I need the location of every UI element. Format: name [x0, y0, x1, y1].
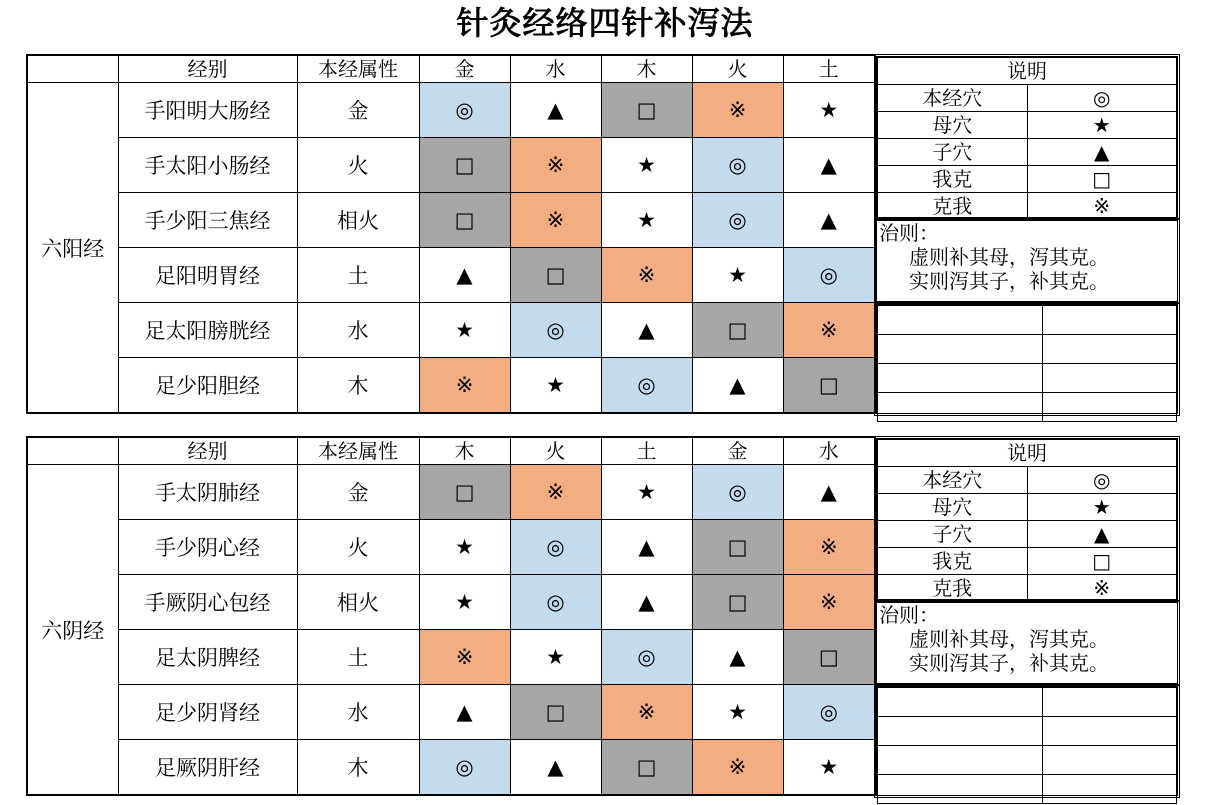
meridian-name: 手少阴心经 [118, 520, 297, 575]
table-row [27, 83, 875, 138]
meridian-attribute: 土 [297, 630, 419, 685]
column-header: 经别 [118, 437, 297, 465]
legend-row [878, 575, 1177, 602]
blank-cell [878, 306, 1043, 335]
treatment-rules-box [874, 600, 1180, 686]
table-row [27, 303, 875, 358]
legend-row [878, 85, 1177, 112]
table-row [27, 740, 875, 796]
legend-symbol: ◎ [1027, 85, 1177, 112]
blank-cell [1043, 306, 1177, 335]
group-label: 六阳经 [27, 83, 118, 414]
blank-cell [1043, 335, 1177, 364]
legend-label: 克我 [878, 193, 1028, 220]
table-row [27, 630, 875, 685]
legend-title: 说明 [878, 440, 1177, 467]
acupoint-symbol-cell: ※ [510, 138, 601, 193]
acupoint-symbol-cell: □ [419, 138, 510, 193]
page-title: 针灸经络四针补泻法 [456, 4, 754, 42]
rules-title: 治则： [879, 603, 939, 627]
acupoint-symbol-cell: ★ [419, 575, 510, 630]
acupoint-symbol-cell: ▲ [692, 630, 783, 685]
table-row [27, 520, 875, 575]
blank-grid-box [874, 684, 1180, 798]
acupoint-symbol-cell: ◎ [510, 575, 601, 630]
acupoint-symbol-cell: ◎ [783, 248, 875, 303]
acupoint-symbol-cell: □ [419, 465, 510, 520]
treatment-rules-box [874, 218, 1180, 304]
acupoint-symbol-cell: ◎ [510, 520, 601, 575]
acupoint-symbol-cell: ※ [783, 575, 875, 630]
meridian-attribute: 木 [297, 358, 419, 414]
rule-line: 实则泻其子，补其克。 [909, 269, 1109, 293]
blank-cell [878, 717, 1043, 746]
rule-line: 实则泻其子，补其克。 [909, 651, 1109, 675]
table-row [27, 575, 875, 630]
legend-symbol: ★ [1027, 494, 1177, 521]
table-row [27, 248, 875, 303]
acupoint-symbol-cell: ※ [601, 685, 692, 740]
column-header: 土 [783, 55, 875, 83]
acupoint-symbol-cell: ※ [601, 248, 692, 303]
yin-meridian-table [26, 436, 876, 796]
blank-grid-box [874, 302, 1180, 416]
legend-row [878, 548, 1177, 575]
acupoint-symbol-cell: ※ [783, 303, 875, 358]
meridian-attribute: 相火 [297, 575, 419, 630]
legend-box [874, 436, 1180, 602]
meridian-attribute: 土 [297, 248, 419, 303]
blank-cell [1043, 393, 1177, 422]
rules-title: 治则： [879, 221, 939, 245]
legend-label: 我克 [878, 166, 1028, 193]
acupoint-symbol-cell: ▲ [419, 248, 510, 303]
acupoint-symbol-cell: ▲ [783, 138, 875, 193]
blank-cell [1043, 688, 1177, 717]
blank-cell [878, 393, 1043, 422]
legend-label: 子穴 [878, 139, 1028, 166]
meridian-name: 足厥阴肝经 [118, 740, 297, 796]
acupoint-symbol-cell: ◎ [419, 83, 510, 138]
column-header: 经别 [118, 55, 297, 83]
yang-meridian-table [26, 54, 876, 414]
meridian-name: 足太阳膀胱经 [118, 303, 297, 358]
acupoint-symbol-cell: ※ [510, 465, 601, 520]
acupoint-symbol-cell: ★ [692, 248, 783, 303]
meridian-name: 足太阴脾经 [118, 630, 297, 685]
blank-cell [1043, 775, 1177, 804]
acupoint-symbol-cell: ▲ [601, 575, 692, 630]
acupoint-symbol-cell: ▲ [510, 740, 601, 796]
column-header: 木 [601, 55, 692, 83]
table-row [27, 358, 875, 414]
legend-symbol: ▲ [1027, 139, 1177, 166]
acupoint-symbol-cell: ◎ [783, 685, 875, 740]
acupoint-symbol-cell: ▲ [419, 685, 510, 740]
acupoint-symbol-cell: ※ [692, 740, 783, 796]
column-header: 本经属性 [297, 55, 419, 83]
legend-symbol: ▲ [1027, 521, 1177, 548]
legend-row [878, 494, 1177, 521]
acupoint-symbol-cell: □ [783, 630, 875, 685]
acupoint-symbol-cell: ▲ [510, 83, 601, 138]
rule-line: 虚则补其母，泻其克。 [909, 627, 1109, 651]
acupoint-symbol-cell: ※ [419, 358, 510, 414]
legend-symbol: ◎ [1027, 467, 1177, 494]
acupoint-symbol-cell: ◎ [601, 630, 692, 685]
acupoint-symbol-cell: ▲ [601, 520, 692, 575]
acupoint-symbol-cell: □ [601, 83, 692, 138]
acupoint-symbol-cell: ◎ [510, 303, 601, 358]
legend-symbol: □ [1027, 166, 1177, 193]
acupoint-symbol-cell: ★ [601, 465, 692, 520]
acupoint-symbol-cell: ★ [510, 630, 601, 685]
group-label: 六阴经 [27, 465, 118, 796]
blank-cell [878, 335, 1043, 364]
acupoint-symbol-cell: ◎ [692, 465, 783, 520]
column-header: 水 [783, 437, 875, 465]
acupoint-symbol-cell: ※ [510, 193, 601, 248]
blank-corner-cell [27, 55, 118, 83]
legend-label: 子穴 [878, 521, 1028, 548]
legend-box [874, 54, 1180, 220]
meridian-name: 手少阳三焦经 [118, 193, 297, 248]
meridian-attribute: 木 [297, 740, 419, 796]
column-header: 金 [692, 437, 783, 465]
meridian-name: 手阳明大肠经 [118, 83, 297, 138]
legend-symbol: ※ [1027, 575, 1177, 602]
legend-row [878, 467, 1177, 494]
legend-symbol: ※ [1027, 193, 1177, 220]
acupoint-symbol-cell: □ [419, 193, 510, 248]
table-row [27, 465, 875, 520]
acupoint-symbol-cell: ※ [692, 83, 783, 138]
column-header: 火 [692, 55, 783, 83]
acupoint-symbol-cell: ▲ [692, 358, 783, 414]
meridian-attribute: 相火 [297, 193, 419, 248]
column-header: 金 [419, 55, 510, 83]
acupoint-symbol-cell: ▲ [783, 465, 875, 520]
meridian-name: 足少阴肾经 [118, 685, 297, 740]
table-row [27, 138, 875, 193]
blank-cell [1043, 364, 1177, 393]
legend-label: 本经穴 [878, 467, 1028, 494]
legend-label: 我克 [878, 548, 1028, 575]
acupoint-symbol-cell: ◎ [601, 358, 692, 414]
acupoint-symbol-cell: ★ [419, 303, 510, 358]
meridian-name: 手太阳小肠经 [118, 138, 297, 193]
meridian-attribute: 金 [297, 83, 419, 138]
acupoint-symbol-cell: □ [692, 575, 783, 630]
legend-row [878, 166, 1177, 193]
meridian-attribute: 水 [297, 685, 419, 740]
acupoint-symbol-cell: ★ [783, 83, 875, 138]
legend-panel-yang [874, 54, 1180, 416]
legend-label: 克我 [878, 575, 1028, 602]
meridian-name: 足少阳胆经 [118, 358, 297, 414]
meridian-attribute: 水 [297, 303, 419, 358]
blank-corner-cell [27, 437, 118, 465]
acupoint-symbol-cell: □ [692, 520, 783, 575]
acupoint-symbol-cell: ★ [692, 685, 783, 740]
acupoint-symbol-cell: ★ [783, 740, 875, 796]
meridian-attribute: 金 [297, 465, 419, 520]
meridian-name: 手厥阴心包经 [118, 575, 297, 630]
acupoint-symbol-cell: □ [510, 248, 601, 303]
legend-symbol: ★ [1027, 112, 1177, 139]
rule-line: 虚则补其母，泻其克。 [909, 245, 1109, 269]
acupoint-symbol-cell: □ [783, 358, 875, 414]
acupoint-symbol-cell: ▲ [783, 193, 875, 248]
acupoint-symbol-cell: ★ [601, 138, 692, 193]
acupoint-symbol-cell: □ [510, 685, 601, 740]
blank-cell [878, 364, 1043, 393]
meridian-name: 手太阴肺经 [118, 465, 297, 520]
legend-row [878, 193, 1177, 220]
table-row [27, 193, 875, 248]
column-header: 本经属性 [297, 437, 419, 465]
acupoint-symbol-cell: ※ [783, 520, 875, 575]
blank-cell [878, 688, 1043, 717]
legend-label: 母穴 [878, 494, 1028, 521]
legend-row [878, 139, 1177, 166]
acupoint-symbol-cell: ◎ [419, 740, 510, 796]
blank-cell [878, 746, 1043, 775]
blank-cell [1043, 717, 1177, 746]
legend-label: 本经穴 [878, 85, 1028, 112]
acupoint-symbol-cell: ★ [419, 520, 510, 575]
blank-cell [1043, 746, 1177, 775]
acupoint-symbol-cell: ※ [419, 630, 510, 685]
acupoint-symbol-cell: ◎ [692, 138, 783, 193]
acupoint-symbol-cell: ◎ [692, 193, 783, 248]
acupoint-symbol-cell: ▲ [601, 303, 692, 358]
legend-row [878, 112, 1177, 139]
column-header: 水 [510, 55, 601, 83]
legend-title: 说明 [878, 58, 1177, 85]
acupoint-symbol-cell: □ [692, 303, 783, 358]
legend-symbol: □ [1027, 548, 1177, 575]
meridian-attribute: 火 [297, 138, 419, 193]
legend-label: 母穴 [878, 112, 1028, 139]
meridian-attribute: 火 [297, 520, 419, 575]
acupoint-symbol-cell: ★ [601, 193, 692, 248]
blank-cell [878, 775, 1043, 804]
column-header: 土 [601, 437, 692, 465]
acupoint-symbol-cell: ★ [510, 358, 601, 414]
column-header: 木 [419, 437, 510, 465]
table-row [27, 685, 875, 740]
acupoint-symbol-cell: □ [601, 740, 692, 796]
legend-panel-yin [874, 436, 1180, 798]
column-header: 火 [510, 437, 601, 465]
meridian-name: 足阳明胃经 [118, 248, 297, 303]
legend-row [878, 521, 1177, 548]
